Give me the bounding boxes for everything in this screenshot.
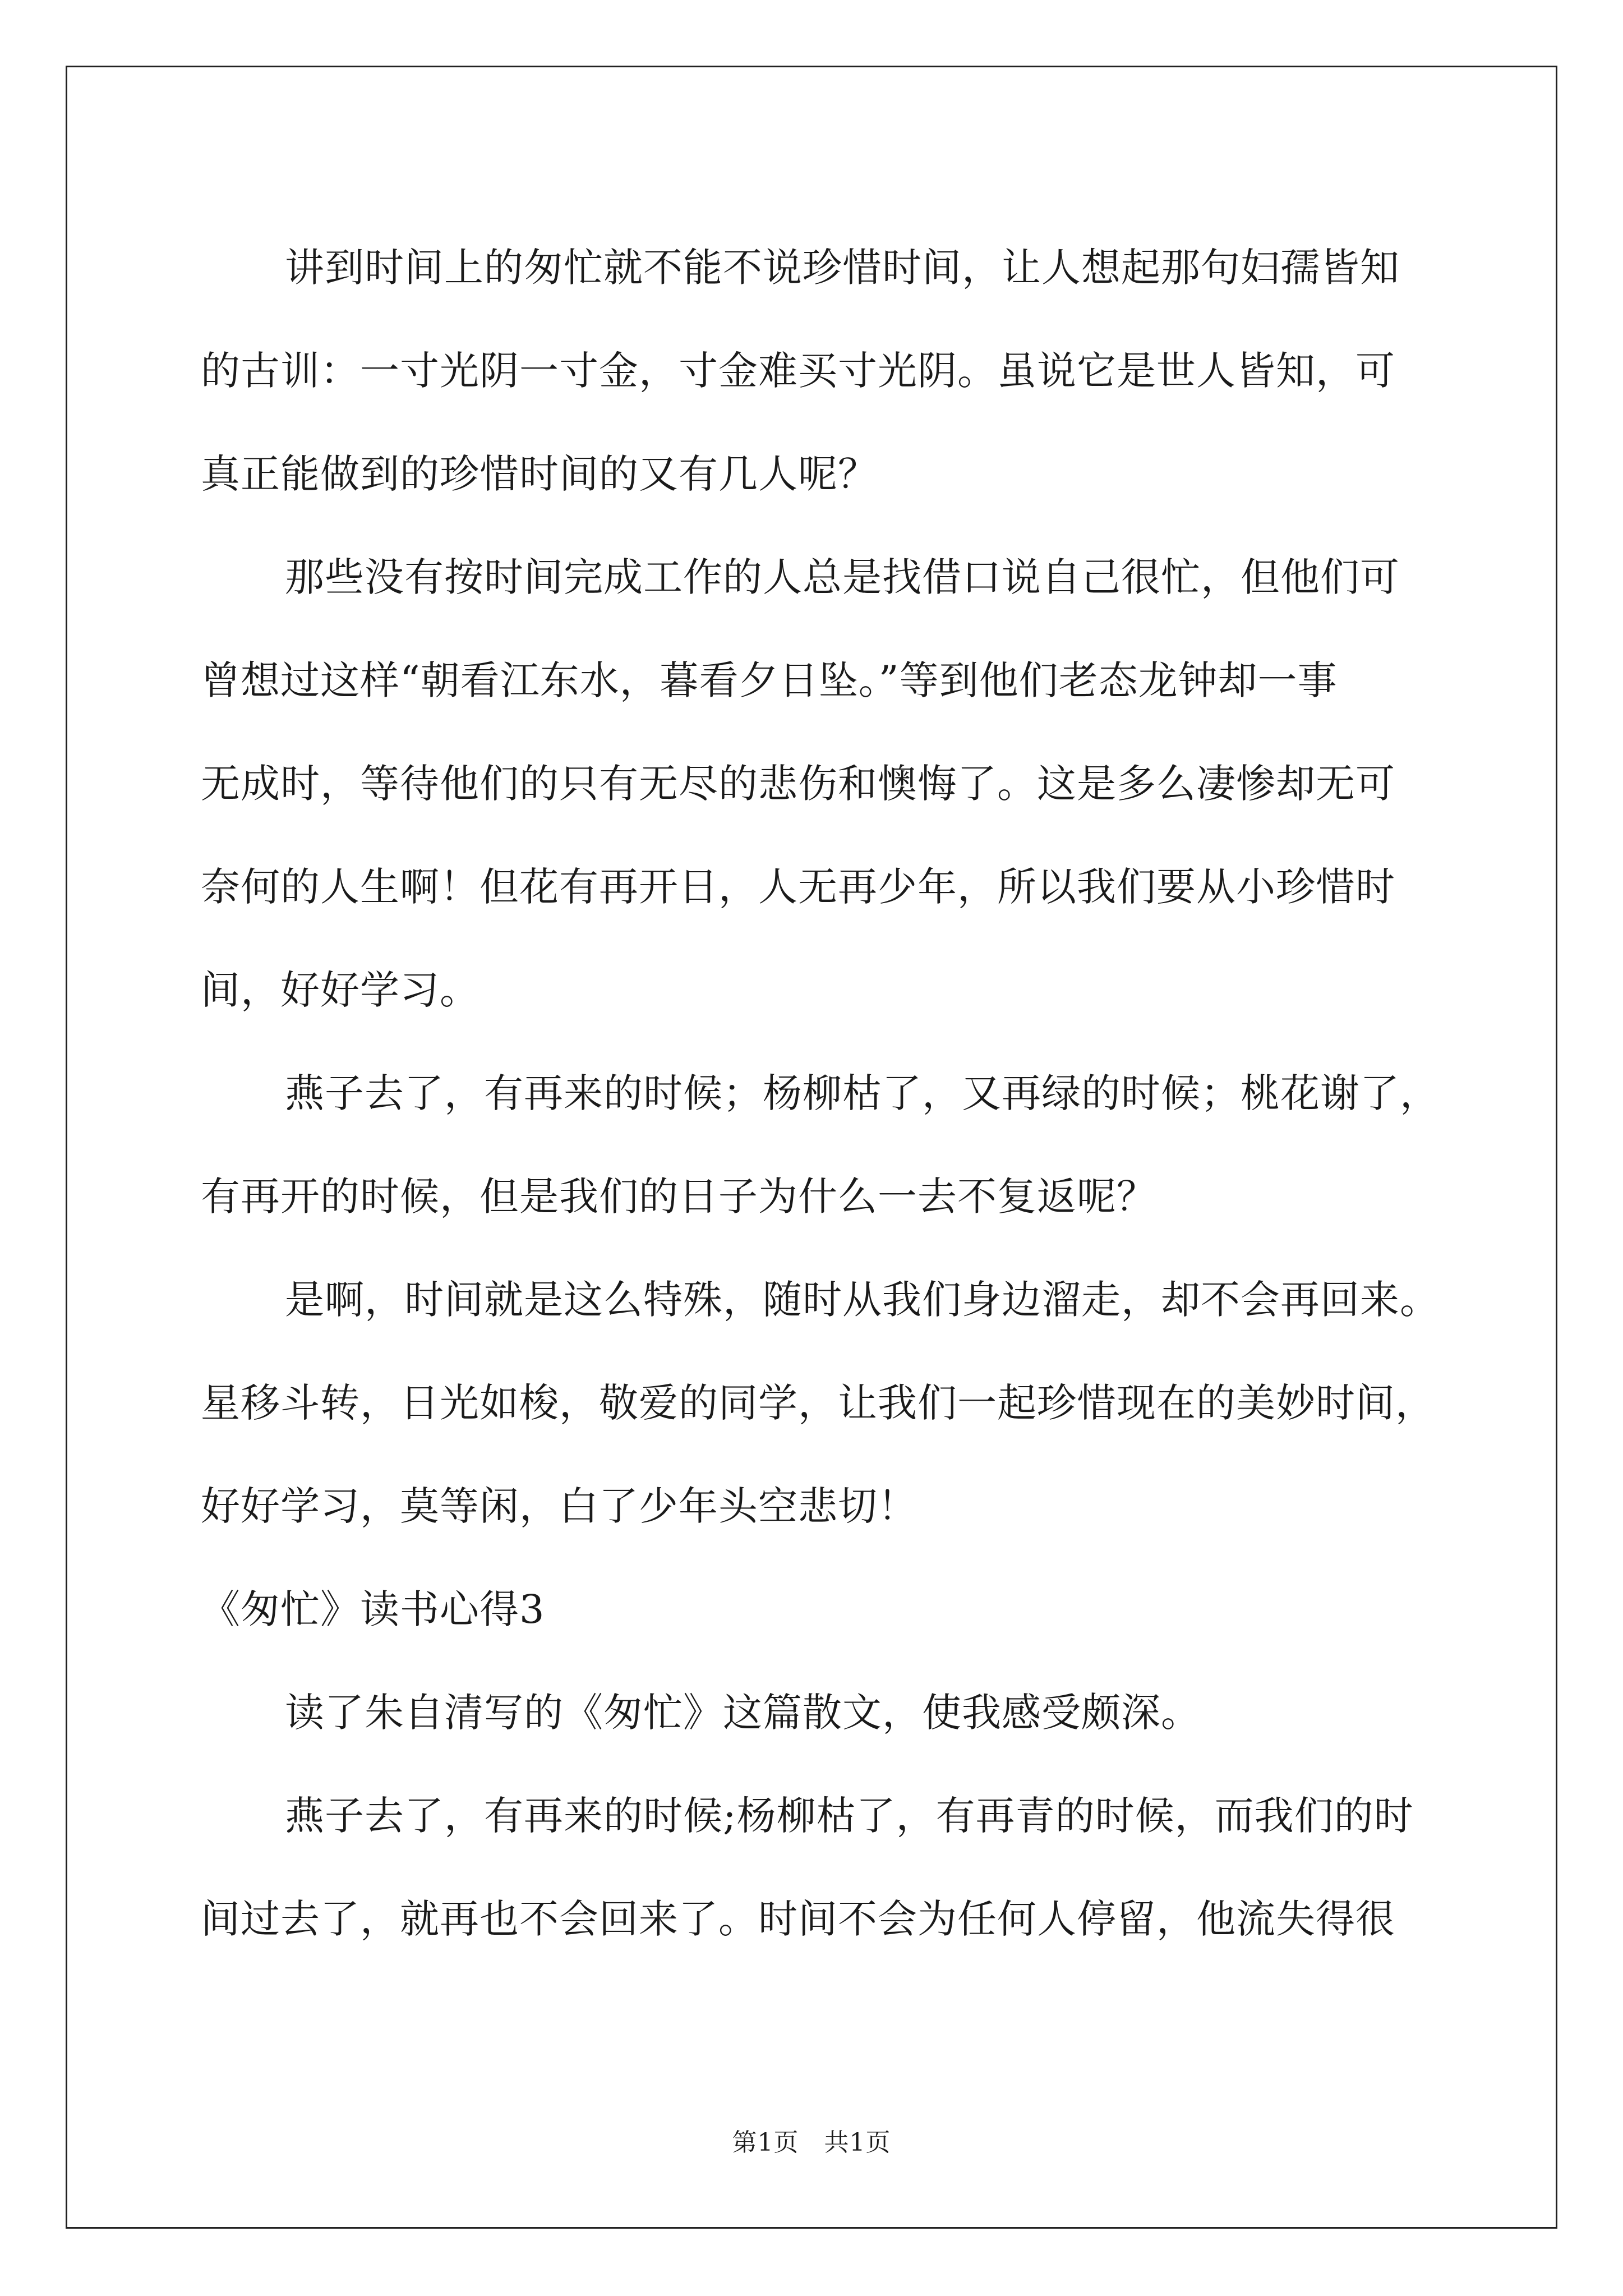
text-line: 星移斗转，日光如梭，敬爱的同学，让我们一起珍惜现在的美妙时间， (201, 1380, 1435, 1426)
text-line: 间过去了，就再也不会回来了。时间不会为任何人停留，他流失得很 (201, 1896, 1395, 1942)
text-line: 燕子去了，有再来的时候;杨柳枯了，有再青的时候，而我们的时 (285, 1793, 1414, 1839)
paragraph-4 (201, 1248, 1440, 1558)
text-line: 有再开的时候，但是我们的日子为什么一去不复返呢？ (201, 1174, 1156, 1220)
document-body (201, 216, 1440, 1971)
paragraph-5 (201, 1661, 1435, 1764)
text-line: 好好学习，莫等闲，白了少年头空悲切！ (201, 1483, 917, 1529)
text-line: 讲到时间上的匆忙就不能不说珍惜时间，让人想起那句妇孺皆知 (285, 245, 1400, 291)
text-line: 的古训：一寸光阴一寸金，寸金难买寸光阴。虽说它是世人皆知，可 (201, 348, 1395, 394)
section-heading: 《匆忙》读书心得3 (201, 1586, 545, 1632)
text-line: 是啊，时间就是这么特殊，随时从我们身边溜走，却不会再回来。 (285, 1277, 1440, 1323)
text-line: 读了朱自清写的《匆忙》这篇散文，使我感受颇深。 (285, 1690, 1201, 1736)
paragraph-1 (201, 216, 1435, 526)
text-line: 那些没有按时间完成工作的人总是找借口说自己很忙，但他们可 (285, 554, 1400, 600)
text-line: 曾想过这样“朝看江东水，暮看夕日坠。”等到他们老态龙钟却一事 (201, 657, 1338, 703)
text-line: 燕子去了，有再来的时候；杨柳枯了，又再绿的时候；桃花谢了， (285, 1070, 1440, 1116)
text-line: 奈何的人生啊！但花有再开日，人无再少年，所以我们要从小珍惜时 (201, 864, 1395, 910)
page-number: 第1页 共1页 (732, 2128, 891, 2157)
paragraph-6 (201, 1764, 1435, 1971)
paragraph-3 (201, 1042, 1440, 1248)
paragraph-2 (201, 526, 1435, 1042)
text-line: 间，好好学习。 (201, 967, 479, 1013)
text-line: 真正能做到的珍惜时间的又有几人呢？ (201, 451, 878, 497)
text-line: 无成时，等待他们的只有无尽的悲伤和懊悔了。这是多么凄惨却无可 (201, 761, 1395, 807)
